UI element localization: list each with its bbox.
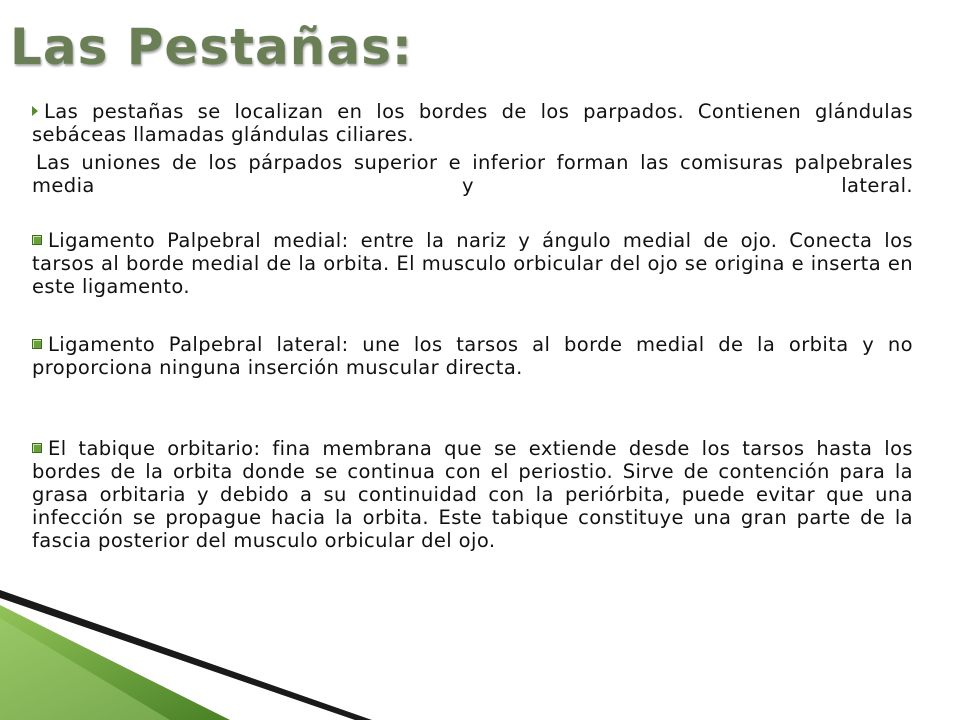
- paragraph-text: Ligamento Palpebral medial: entre la nariz y ángulo medial de ojo. Conecta los tarsos al borde medial de la orbita. El musculo orbicular del ojo se origina e inserta en este ligamento.: [32, 229, 913, 298]
- paragraph-eyelash-location: [32, 100, 913, 146]
- square-icon: [32, 443, 42, 453]
- paragraph-orbital-septum: [32, 437, 913, 552]
- slide-title: Las Pestañas:: [10, 18, 413, 76]
- paragraph-medial-ligament: [32, 229, 913, 298]
- paragraph-commissures: [32, 151, 913, 197]
- square-icon: [32, 339, 42, 349]
- paragraph-text: Las pestañas se localizan en los bordes de los parpados. Contienen glándulas sebáceas llamadas glándulas ciliares.: [32, 100, 913, 146]
- paragraph-text: El tabique orbitario: fina membrana que se extiende desde los tarsos hasta los bordes de la orbita donde se continua con el periostio. Sirve de contención para la grasa orbitaria y debido a su continuidad con la periórbita, puede evitar que una infección se propague hacia la orbita. Este tabique constituye una gran parte de la fascia posterior del musculo orbicular del ojo.: [32, 437, 913, 552]
- paragraph-text: Las uniones de los párpados superior e inferior forman las comisuras palpebrales media y lateral.: [32, 151, 913, 197]
- paragraph-lateral-ligament: [32, 333, 913, 379]
- slide-body: [32, 100, 913, 552]
- paragraph-text: Ligamento Palpebral lateral: une los tarsos al borde medial de la orbita y no proporciona ninguna inserción muscular directa.: [32, 333, 913, 379]
- arrow-icon: [32, 106, 38, 116]
- square-icon: [32, 235, 42, 245]
- corner-decoration: [0, 590, 400, 720]
